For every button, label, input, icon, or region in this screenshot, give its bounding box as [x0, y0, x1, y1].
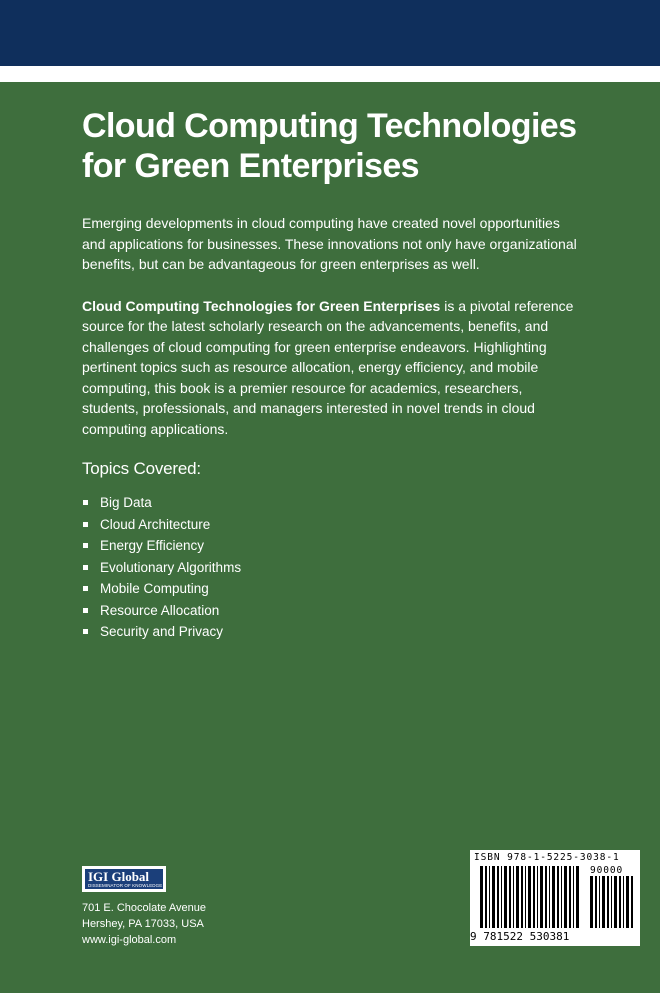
- publisher-address: [82, 900, 206, 948]
- barcode-bar: [623, 876, 624, 928]
- barcode-bar: [573, 866, 574, 928]
- isbn-label: ISBN 978-1-5225-3038-1: [474, 852, 620, 863]
- barcode-bar: [611, 876, 612, 928]
- address-line-2: Hershey, PA 17033, USA: [82, 918, 204, 930]
- topic-label: Evolutionary Algorithms: [100, 559, 242, 575]
- barcode-bar: [545, 866, 547, 928]
- intro-paragraph: Emerging developments in cloud computing have created novel opportunities and applications for businesses. These innovations not only have organizational benefits, but can be advantageous for green enterprises as well.: [82, 215, 577, 272]
- barcode-bar: [480, 866, 483, 928]
- topic-item: [82, 621, 582, 643]
- barcode-bar: [549, 866, 550, 928]
- back-cover-content: [82, 106, 582, 643]
- square-bullet-icon: [83, 608, 88, 613]
- address-line-1: 701 E. Chocolate Avenue: [82, 902, 206, 914]
- barcode-bar: [509, 866, 511, 928]
- barcode-bar: [614, 876, 617, 928]
- publisher-block: [82, 866, 206, 948]
- barcode-bar: [521, 866, 523, 928]
- barcode-bar: [557, 866, 559, 928]
- barcode-bar: [513, 866, 514, 928]
- square-bullet-icon: [83, 522, 88, 527]
- barcode-bar: [619, 876, 621, 928]
- square-bullet-icon: [83, 500, 88, 505]
- top-band: [0, 0, 660, 66]
- book-title: [82, 106, 582, 186]
- barcode-bar: [492, 866, 495, 928]
- square-bullet-icon: [83, 586, 88, 591]
- topic-label: Energy Efficiency: [100, 538, 205, 553]
- topic-label: Cloud Architecture: [100, 516, 211, 532]
- barcode-bar: [516, 866, 519, 928]
- barcode-bar: [569, 866, 571, 928]
- barcode-bar: [489, 866, 490, 928]
- barcode-bar: [564, 866, 567, 928]
- barcode-bar: [602, 876, 605, 928]
- description-bold-title: Cloud Computing Technologies for Green Enterprises: [82, 297, 441, 314]
- topic-item: [82, 600, 582, 622]
- topic-label: Big Data: [100, 495, 152, 510]
- barcode-bar: [626, 876, 629, 928]
- topics-list: [82, 492, 582, 643]
- description-text: is a pivotal reference source for the latest scholarly research on the advancements, benefits, and challenges of cloud computing for green enterprise endeavors. Highlighting pertinent topics such as resource allocation, energy efficiency, and mobile computing, this book is a premier resource for academics, researchers, students, professionals, and managers interested in novel trends in cloud computing applications.: [82, 297, 574, 437]
- ean-barcode-bars: [480, 866, 582, 928]
- barcode-bar: [504, 866, 507, 928]
- barcode-bar: [552, 866, 555, 928]
- topic-label: Mobile Computing: [100, 581, 209, 596]
- barcode-bar: [599, 876, 600, 928]
- barcode-bar: [485, 866, 487, 928]
- topic-item: [82, 514, 582, 536]
- title-line-2: for Green Enterprises: [82, 147, 419, 185]
- barcode-bar: [561, 866, 562, 928]
- publisher-website-link: www.igi-global.com: [82, 934, 177, 946]
- square-bullet-icon: [83, 565, 88, 570]
- logo-name: IGI Global: [88, 869, 150, 884]
- logo-tagline: DISSEMINATOR OF KNOWLEDGE: [88, 883, 163, 888]
- barcode-bar: [525, 866, 526, 928]
- description-paragraph: [82, 296, 582, 440]
- igi-global-logo: [82, 866, 166, 892]
- barcode-bar: [501, 866, 502, 928]
- barcode-bar: [576, 866, 579, 928]
- isbn-barcode: [470, 850, 640, 946]
- barcode-bar: [590, 876, 593, 928]
- barcode-digits: 9 781522 530381: [470, 930, 570, 943]
- square-bullet-icon: [83, 629, 88, 634]
- white-divider-strip: [0, 66, 660, 82]
- barcode-bar: [533, 866, 535, 928]
- price-code: 90000: [590, 865, 624, 876]
- addon-barcode-bars: [590, 876, 634, 928]
- barcode-bar: [631, 876, 633, 928]
- topic-item: [82, 557, 582, 579]
- barcode-bar: [528, 866, 531, 928]
- topic-item: [82, 492, 582, 514]
- topics-heading: Topics Covered:: [82, 459, 201, 478]
- topic-item: [82, 578, 582, 600]
- barcode-bar: [595, 876, 597, 928]
- barcode-bar: [497, 866, 499, 928]
- topic-label: Resource Allocation: [100, 602, 220, 618]
- topic-label: Security and Privacy: [100, 624, 224, 639]
- title-line-1: Cloud Computing Technologies: [82, 107, 577, 145]
- barcode-bar: [607, 876, 609, 928]
- square-bullet-icon: [83, 543, 88, 548]
- barcode-bar: [540, 866, 543, 928]
- barcode-bar: [537, 866, 538, 928]
- topic-item: [82, 535, 582, 557]
